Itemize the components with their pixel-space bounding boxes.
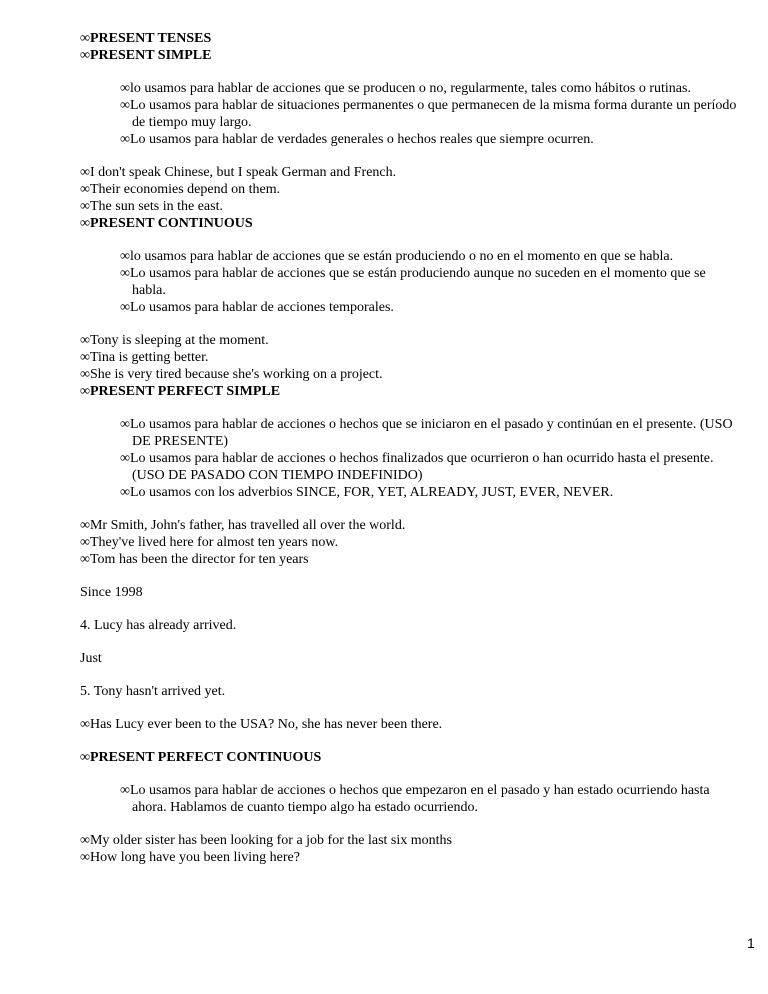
text-line: 4. Lucy has already arrived. [80,618,237,633]
text-line: ∞She is very tired because she's working on a project. [80,367,383,382]
paragraph-block [80,683,740,700]
paragraph-block [80,716,740,733]
paragraph-gap [80,400,740,416]
paragraph-gap [80,148,740,164]
paragraph-gap [80,64,740,80]
paragraph-gap [80,232,740,248]
indented-list [80,248,740,316]
paragraph-block [80,650,740,667]
paragraph-block [80,832,740,866]
paragraph-gap [80,601,740,617]
text-line: ∞Their economies depend on them. [80,182,281,197]
text-line: ∞lo usamos para hablar de acciones que se están produciendo o no en el momento en que se habla. [120,249,674,264]
text-line: ∞I don't speak Chinese, but I speak German and French. [80,165,397,180]
paragraph-block [80,164,740,232]
paragraph-gap [80,667,740,683]
text-line: ∞Lo usamos para hablar de acciones temporales. [120,300,394,315]
text-line: ∞Lo usamos con los adverbios SINCE, FOR, YET, ALREADY, JUST, EVER, NEVER. [120,485,614,500]
paragraph-gap [80,700,740,716]
section-heading: ∞PRESENT PERFECT SIMPLE [80,384,281,399]
section-heading: ∞PRESENT CONTINUOUS [80,216,253,231]
section-heading: ∞PRESENT TENSES [80,31,212,46]
text-line: ∞lo usamos para hablar de acciones que se producen o no, regularmente, tales como hábitos o rutinas. [120,81,691,96]
text-line: ∞Has Lucy ever been to the USA? No, she has never been there. [80,717,443,732]
paragraph-block [80,30,740,64]
text-line: ∞The sun sets in the east. [80,199,223,214]
text-line: Just [80,651,102,666]
text-line: ∞They've lived here for almost ten years now. [80,535,339,550]
paragraph-block [80,517,740,568]
section-heading: ∞PRESENT PERFECT CONTINUOUS [80,750,322,765]
paragraph-block [80,332,740,400]
text-line: 5. Tony hasn't arrived yet. [80,684,226,699]
text-line: ∞Tom has been the director for ten years [80,552,309,567]
paragraph-block [80,584,740,601]
text-line: ∞My older sister has been looking for a job for the last six months [80,833,452,848]
text-line: ∞Mr Smith, John's father, has travelled all over the world. [80,518,406,533]
text-line: ∞Lo usamos para hablar de verdades generales o hechos reales que siempre ocurren. [120,132,594,147]
text-line: ∞Lo usamos para hablar de situaciones permanentes o que permanecen de la misma forma durante un período de tiempo muy largo. [120,98,737,130]
text-line: ∞Lo usamos para hablar de acciones o hechos que se iniciaron en el pasado y continúan en el presente. (USO DE PRESENTE) [120,417,733,449]
indented-list [80,782,740,816]
paragraph-block [80,617,740,634]
paragraph-gap [80,316,740,332]
paragraph-gap [80,766,740,782]
page-number: 1 [747,935,755,951]
paragraph-gap [80,733,740,749]
indented-list [80,80,740,148]
paragraph-gap [80,816,740,832]
text-line: ∞Lo usamos para hablar de acciones que se están produciendo aunque no suceden en el momento que se habla. [120,266,706,298]
text-line: ∞Tony is sleeping at the moment. [80,333,269,348]
section-heading: ∞PRESENT SIMPLE [80,48,212,63]
paragraph-block [80,749,740,766]
paragraph-gap [80,568,740,584]
text-line: ∞Lo usamos para hablar de acciones o hechos finalizados que ocurrieron o han ocurrido hasta el presente. (USO DE PASADO CON TIEMPO INDEFINIDO) [120,451,714,483]
text-line: ∞Tina is getting better. [80,350,209,365]
paragraph-gap [80,501,740,517]
text-line: Since 1998 [80,585,143,600]
paragraph-gap [80,634,740,650]
text-line: ∞Lo usamos para hablar de acciones o hechos que empezaron en el pasado y han estado ocurriendo hasta ahora. Hablamos de cuanto tiempo algo ha estado ocurriendo. [120,783,710,815]
text-line: ∞How long have you been living here? [80,850,300,865]
indented-list [80,416,740,501]
